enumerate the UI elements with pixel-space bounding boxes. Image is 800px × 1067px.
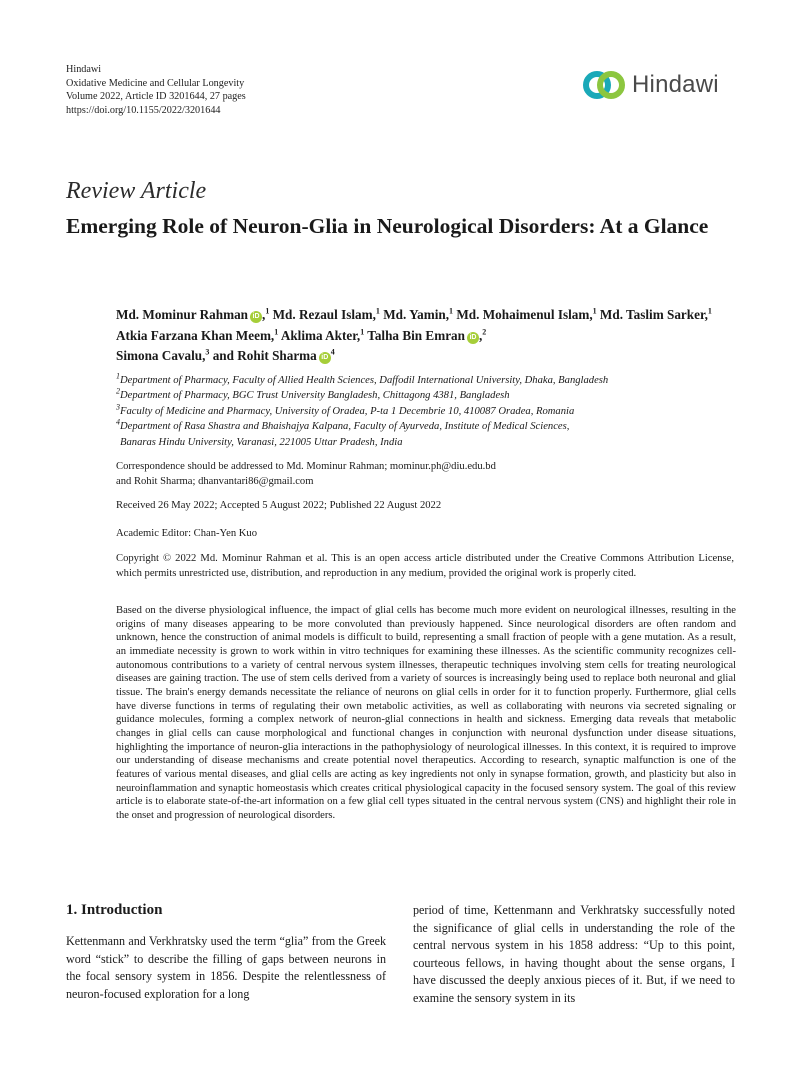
author-name: Md. Rezaul Islam, xyxy=(272,307,376,322)
author-name: Md. Mominur Rahman xyxy=(116,307,249,322)
author-name: Md. Taslim Sarker, xyxy=(599,307,708,322)
affiliation: $^2$Department of Pharmacy, BGC Trust University Bangladesh, Chittagong 4381, Bangladesh xyxy=(116,386,510,402)
publication-dates: Received 26 May 2022; Accepted 5 August 2022; Published 22 August 2022 xyxy=(116,500,442,511)
article-type: Review Article xyxy=(66,178,207,204)
abstract-text: Based on the diverse physiological influence, the impact of glial cells has become much more evident on neurological illnesses, resulting in the origins of many diseases appearing to be more convoluted than previously happened. Since neurological disorders are often random and unknown, hence the construction of animal models is difficult to build, representing a small fraction of people with a gene mutation. As a result, an immediate necessity is grown to work within in vitro techniques for examining these illnesses. As the scientific community recognizes cell-autonomous contributions to a variety of central nervous system illnesses, therapeutic techniques involving stem cells for treating neurological diseases are gaining traction. The use of stem cells derived from a variety of sources is increasingly being used to replace both neuronal and glial tissue. The brain's energy demands necessitate the reliance of neurons on glial cells in order for it to function properly. Furthermore, glial cells have diverse functions in terms of regulating their own metabolic activities, as well as collaborating with neurons via secreted signaling or guidance molecules, forming a complex network of neuron-glial connections in health and sickness. Emerging data reveals that metabolic changes in glial cells can cause morphological and functional changes in conjunction with neuronal dysfunction under disease situations, highlighting the importance of neuron-glia interactions in the pathophysiology of neurological illnesses. In this context, it is required to improve our understanding of disease mechanisms and create potential novel therapeutics. According to research, synaptic malfunction is one of the features of various mental diseases, and glial cells are acting as key ingredients not only in synapse formation, growth, and plasticity but also in neuroinflammation and synaptic homeostasis which creates critical physiological capacity in the focused sensory system. The goal of this review article is to elaborate state-of-the-art information on a few glial cell types situated in the central nervous system (CNS) and highlight their role in the onset and progression of neurological disorders. xyxy=(116,605,736,821)
affiliation: $^4$Department of Rasa Shastra and Bhaishajya Kalpana, Faculty of Ayurveda, Institute of Medical Sciences, xyxy=(116,417,570,433)
author-name: Atkia Farzana Khan Meem, xyxy=(116,327,275,343)
journal-name: Oxidative Medicine and Cellular Longevity xyxy=(66,77,245,89)
author-conjunction: and xyxy=(212,348,234,363)
author-name: Talha Bin Emran xyxy=(367,327,465,343)
hindawi-logo[interactable] xyxy=(582,63,742,107)
body-text-left-column: Kettenmann and Verkhratsky used the term “glia” from the Greek word “stick” to describe the filling of gaps between neurons in the focal sensory system in 1856. Despite the relentlessness of neuron-focused exploration for a long xyxy=(66,934,386,1001)
academic-editor: Academic Editor: Chan-Yen Kuo xyxy=(116,528,258,539)
hindawi-rings-icon xyxy=(582,67,626,103)
logo-text: Hindawi xyxy=(632,71,719,98)
correspondence-line: Correspondence should be addressed to Md. Mominur Rahman; mominur.ph@diu.edu.bd xyxy=(116,461,496,472)
author-list: Md. Mominur Rahman iD ,$^1$ Md. Rezaul Islam,$^1$ Md. Yamin,$^1$ Md. Mohaimenul Islam,$^1$ Md. Taslim Sarker,$^1$ Atkia Farzana Khan Meem,$^1$ Aklima Akter,$^1$ Talha Bin Emran iD ,$^2$ Simona Cavalu,$^3$ and Rohit Sharma $iD^4$ xyxy=(116,306,712,363)
article-title: Emerging Role of Neuron-Glia in Neurological Disorders: At a Glance xyxy=(66,214,709,238)
affiliation: $^1$Department of Pharmacy, Faculty of Allied Health Sciences, Daffodil International University, Dhaka, Bangladesh xyxy=(116,371,609,386)
body-text-right-column: period of time, Kettenmann and Verkhratsky successfully noted the significance of glial cells in understanding the role of the central nervous system in his 1858 address: “Up to this point, courteous fellows, in having thought about the sense organs, I have discussed the deeply anxious pieces of it. But, if we need to examine the sensory system in its xyxy=(413,903,735,1005)
author-name: Md. Mohaimenul Islam, xyxy=(456,307,593,322)
author-name: Md. Yamin, xyxy=(383,307,450,322)
publisher-name: Hindawi xyxy=(66,64,102,75)
section-heading-introduction: 1. Introduction xyxy=(66,902,163,918)
orcid-icon[interactable]: iD xyxy=(467,332,479,344)
correspondence xyxy=(116,459,736,490)
author-name: Aklima Akter, xyxy=(280,327,361,343)
doi-link[interactable]: https://doi.org/10.1155/2022/3201644 xyxy=(66,104,221,116)
copyright-notice: Copyright © 2022 Md. Mominur Rahman et al. This is an open access article distributed under the Creative Commons Attribution License, which permits unrestricted use, distribution, and reproduction in any medium, provided the original work is properly cited. xyxy=(116,553,734,580)
volume-info: Volume 2022, Article ID 3201644, 27 pages xyxy=(66,91,246,102)
correspondence-line: and Rohit Sharma; dhanvantari86@gmail.com xyxy=(116,476,314,488)
affiliation-continued: Banaras Hindu University, Varanasi, 221005 Uttar Pradesh, India xyxy=(120,436,403,448)
affiliations xyxy=(116,373,736,450)
orcid-icon[interactable]: iD xyxy=(319,352,331,364)
affiliation: $^3$Faculty of Medicine and Pharmacy, University of Oradea, P-ta 1 Decembrie 10, 410087 Oradea, Romania xyxy=(116,402,575,417)
author-name: Simona Cavalu, xyxy=(116,348,206,363)
journal-header xyxy=(66,63,246,117)
orcid-icon[interactable]: iD xyxy=(250,311,262,323)
author-name: Rohit Sharma xyxy=(237,348,317,363)
